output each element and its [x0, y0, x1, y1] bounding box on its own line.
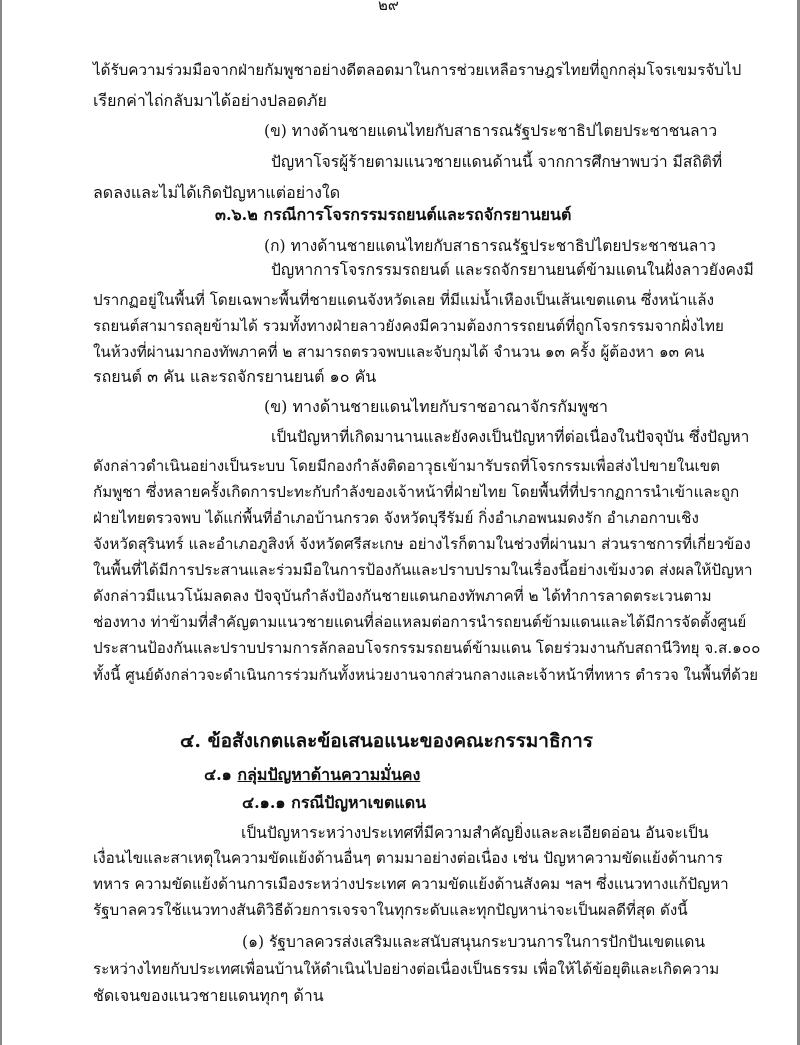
body-line: เรียกค่าไถ่กลับมาได้อย่างปลอดภัย	[93, 91, 327, 110]
body-line: ปัญหาโจรผู้ร้ายตามแนวชายแดนด้านนี้ จากการศึกษาพบว่า มีสถิติที่	[271, 153, 723, 171]
body-line: ระหว่างไทยกับประเทศเพื่อนบ้านให้ดำเนินไปอย่างต่อเนื่องเป็นธรรม เพื่อให้ได้ข้อยุติและเกิดความ	[93, 960, 720, 978]
page-number: ๒๙	[378, 0, 399, 14]
body-line: ช่องทาง ท่าข้ามที่สำคัญตามแนวชายแดนที่ล่อแหลมต่อการนำรถยนต์ข้ามแดนและได้มีการจัดตั้งศูนย์	[93, 613, 747, 631]
chapter-heading: ๔. ข้อสังเกตและข้อเสนอแนะของคณะกรรมาธิการ	[180, 730, 593, 752]
subitem-heading: (ก) ทางด้านชายแดนไทยกับสาธารณรัฐประชาธิปไตยประชาชนลาว	[264, 237, 716, 255]
body-line: ดังกล่าวดำเนินอย่างเป็นระบบ โดยมีกองกำลังติดอาวุธเข้ามารับรถที่โจรกรรมเพื่อส่งไปขายในเขต	[93, 457, 720, 475]
section-number: ๔.๑	[204, 765, 238, 784]
subsection-heading: ๔.๑.๑ กรณีปัญหาเขตแดน	[242, 793, 427, 812]
body-line: รัฐบาลควรใช้แนวทางสันติวิธีด้วยการเจรจาในทุกระดับและทุกปัญหาน่าจะเป็นผลดีที่สุด ดังนี้	[93, 901, 688, 919]
body-line: ในห้วงที่ผ่านมากองทัพภาคที่ ๒ สามารถตรวจพบและจับกุมได้ จำนวน ๑๓ ครั้ง ผู้ต้องหา ๑๓ คน	[93, 343, 705, 361]
body-line: ทั้งนี้ ศูนย์ดังกล่าวจะดำเนินการร่วมกันทั้งหน่วยงานจากส่วนกลางและเจ้าหน้าที่ทหาร ตำรวจ ในพื้นที่ด้วย	[93, 666, 759, 684]
body-line: เป็นปัญหาที่เกิดมานานและยังคงเป็นปัญหาที่ต่อเนื่องในปัจจุบัน ซึ่งปัญหา	[271, 428, 750, 446]
subitem-heading: (ข) ทางด้านชายแดนไทยกับราชอาณาจักรกัมพูชา	[264, 397, 608, 416]
section-title: กลุ่มปัญหาด้านความมั่นคง	[237, 765, 421, 784]
body-line: รถยนต์ ๓ คัน และรถจักรยานยนต์ ๑๐ คัน	[93, 367, 377, 386]
body-line: ปัญหาการโจรกรรมรถยนต์ และรถจักรยานยนต์ข้ามแดนในฝั่งลาวยังคงมี	[271, 261, 754, 279]
body-line: ประสานป้องกันและปราบปรามการลักลอบโจรกรรมรถยนต์ข้ามแดน โดยร่วมงานกับสถานีวิทยุ จ.ส.๑๐๐	[93, 639, 761, 657]
section-heading	[204, 764, 420, 786]
body-line: ในพื้นที่ได้มีการประสานและร่วมมือในการป้องกันและปราบปรามในเรื่องนี้อย่างเข้มงวด ส่งผลให้ปัญหา	[93, 561, 753, 579]
body-line: รถยนต์สามารถลุยข้ามได้ รวมทั้งทางฝ่ายลาวยังคงมีความต้องการรถยนต์ที่ถูกโจรกรรมจากฝั่งไทย	[93, 317, 724, 335]
body-line: เงื่อนไขและสาเหตุในความขัดแย้งด้านอื่นๆ ตามมาอย่างต่อเนื่อง เช่น ปัญหาความขัดแย้งด้านการ	[93, 849, 723, 867]
body-line: กัมพูชา ซึ่งหลายครั้งเกิดการปะทะกับกำลังของเจ้าหน้าที่ฝ่ายไทย โดยพื้นที่ที่ปรากฏการนำเข้าและถูก	[93, 483, 740, 501]
body-line: ปรากฏอยู่ในพื้นที่ โดยเฉพาะพื้นที่ชายแดนจังหวัดเลย ที่มีแม่น้ำเหืองเป็นเส้นเขตแดน ซึ่งหน้าแล้ง	[93, 291, 715, 309]
body-line: ลดลงและไม่ได้เกิดปัญหาแต่อย่างใด	[93, 183, 341, 202]
body-line: ชัดเจนของแนวชายแดนทุกๆ ด้าน	[93, 986, 324, 1005]
section-heading: ๓.๖.๒ กรณีการโจรกรรมรถยนต์และรถจักรยานยนต์	[215, 205, 572, 224]
body-line: ได้รับความร่วมมือจากฝ่ายกัมพูชาอย่างดีตลอดมาในการช่วยเหลือราษฎรไทยที่ถูกกลุ่มโจรเขมรจับไป	[93, 61, 742, 79]
scan-left-edge	[0, 0, 2, 1045]
body-line: เป็นปัญหาระหว่างประเทศที่มีความสำคัญยิ่งและละเอียดอ่อน อันจะเป็น	[241, 824, 709, 842]
body-line: ฝ่ายไทยตรวจพบ ได้แก่พื้นที่อำเภอบ้านกรวด จังหวัดบุรีรัมย์ กิ่งอำเภอพนมดงรัก อำเภอกาบเชิง	[93, 509, 699, 527]
body-line: จังหวัดสุรินทร์ และอำเภอภูสิงห์ จังหวัดศรีสะเกษ อย่างไรก็ตามในช่วงที่ผ่านมา ส่วนราชการที่เกี่ยวข้อง	[93, 535, 751, 553]
body-line: ดังกล่าวมีแนวโน้มลดลง ปัจจุบันกำลังป้องกันชายแดนกองทัพภาคที่ ๒ ได้ทำการลาดตระเวนตาม	[93, 587, 712, 605]
body-line: ทหาร ความขัดแย้งด้านการเมืองระหว่างประเทศ ความขัดแย้งด้านสังคม ฯลฯ ซึ่งแนวทางแก้ปัญหา	[93, 875, 729, 893]
subitem-heading: (ข) ทางด้านชายแดนไทยกับสาธารณรัฐประชาธิปไตยประชาชนลาว	[264, 122, 718, 140]
list-item: (๑) รัฐบาลควรส่งเสริมและสนับสนุนกระบวนการในการปักปันเขตแดน	[242, 933, 706, 951]
